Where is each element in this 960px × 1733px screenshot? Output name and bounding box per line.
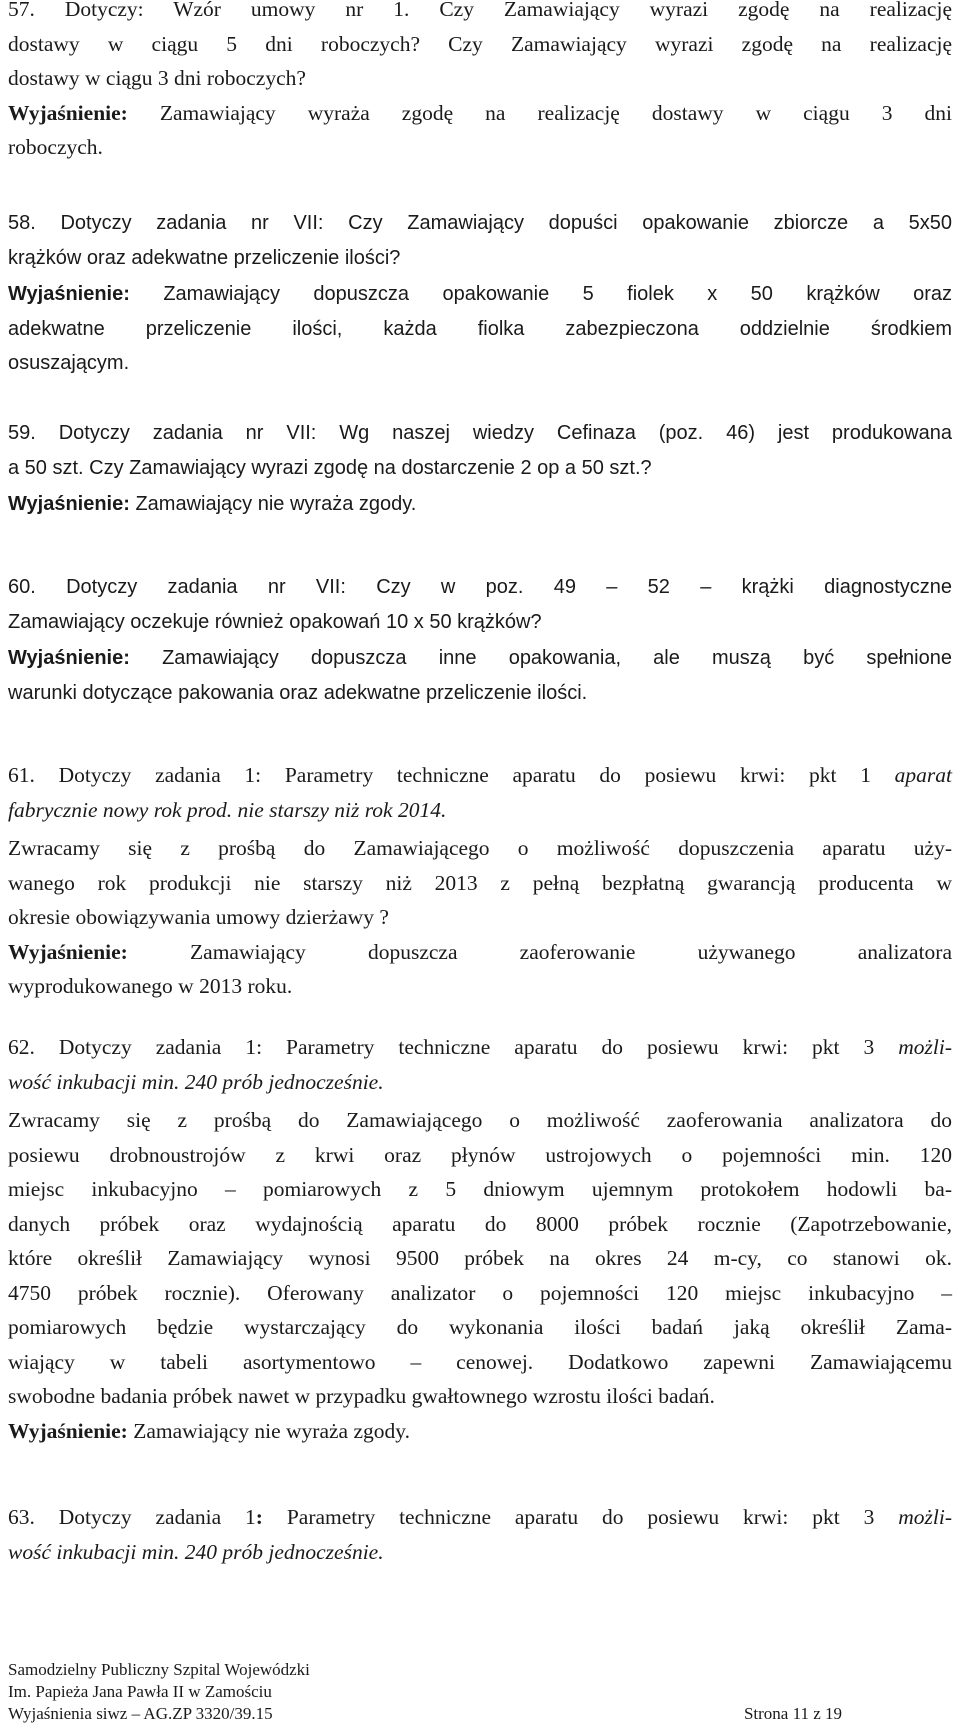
q62-line-2: wość inkubacji min. 240 prób jednocześnie.	[8, 1069, 384, 1094]
q58-answer-line-1	[8, 277, 952, 312]
q57-answer-text-1: Zamawiający wyraża zgodę na realizację dostawy w ciągu 3 dni	[127, 100, 952, 125]
q57-answer-line-1	[8, 96, 952, 131]
q59-line-1: 59. Dotyczy zadania nr VII: Wg naszej wiedzy Cefinaza (poz. 46) jest produkowana	[8, 422, 952, 444]
q57-line-2: dostawy w ciągu 5 dni roboczych? Czy Zamawiający wyrazi zgodę na realizację	[8, 31, 952, 56]
q63-colon: :	[255, 1505, 263, 1529]
answer-label: Wyjaśnienie:	[8, 647, 130, 669]
q63-line-2: wość inkubacji min. 240 prób jednocześnie.	[8, 1539, 384, 1564]
q63-text-post: Parametry techniczne aparatu do posiewu krwi: pkt 3	[262, 1505, 899, 1529]
q62-para-line-5: które określił Zamawiający wynosi 9500 próbek na okres 24 m-cy, co stanowi ok.	[8, 1246, 952, 1270]
answer-label: Wyjaśnienie:	[8, 939, 128, 964]
question-59	[8, 416, 952, 522]
q61-para-line-3: okresie obowiązywania umowy dzierżawy ?	[8, 905, 389, 929]
q62-line-1	[8, 1030, 952, 1065]
answer-label: Wyjaśnienie:	[8, 100, 128, 125]
q57-line-1: 57. Dotyczy: Wzór umowy nr 1. Czy Zamawiający wyrazi zgodę na realizację	[8, 0, 952, 21]
question-61	[8, 758, 952, 1004]
q61-answer-text-1: Zamawiający dopuszcza zaoferowanie używanego analizatora	[127, 939, 952, 964]
q62-para-line-7: pomiarowych będzie wystarczający do wykonania ilości badań jaką określił Zama-	[8, 1315, 952, 1339]
q60-answer-line-2: warunki dotyczące pakowania oraz adekwatne przeliczenie ilości.	[8, 681, 588, 704]
question-58	[8, 206, 952, 381]
q62-para-line-3: miejsc inkubacyjno – pomiarowych z 5 dniowym ujemnym protokołem hodowli ba-	[8, 1177, 952, 1201]
q62-para-line-8: wiający w tabeli asortymentowo – cenowej. Dodatkowo zapewni Zamawiającemu	[8, 1349, 952, 1374]
q61-italic-1: aparat	[894, 763, 952, 787]
answer-label: Wyjaśnienie:	[8, 493, 130, 515]
answer-label: Wyjaśnienie:	[8, 283, 130, 305]
q60-line-1: 60. Dotyczy zadania nr VII: Czy w poz. 49 – 52 – krążki diagnostyczne	[8, 576, 952, 598]
q59-line-2: a 50 szt. Czy Zamawiający wyrazi zgodę na dostarczenie 2 op a 50 szt.?	[8, 456, 652, 479]
q62-para-line-1: Zwracamy się z prośbą do Zamawiającego o możliwość zaoferowania analizatora do	[8, 1108, 952, 1132]
q62-para-line-6: 4750 próbek rocznie). Oferowany analizator o pojemności 120 miejsc inkubacyjno –	[8, 1280, 952, 1305]
q58-answer-line-3: osuszającym.	[8, 352, 130, 374]
q62-italic-1: możli-	[898, 1035, 952, 1059]
q62-para-line-4: danych próbek oraz wydajnością aparatu do 8000 próbek rocznie (Zapotrzebowanie,	[8, 1211, 952, 1236]
q57-answer-line-2: roboczych.	[8, 135, 103, 159]
q61-text-1: 61. Dotyczy zadania 1: Parametry techniczne aparatu do posiewu krwi: pkt 1	[8, 763, 895, 787]
q58-line-1: 58. Dotyczy zadania nr VII: Czy Zamawiający dopuści opakowanie zbiorcze a 5x50	[8, 212, 952, 234]
q61-answer-line-2: wyprodukowanego w 2013 roku.	[8, 974, 293, 998]
q61-line-1	[8, 758, 952, 793]
q63-text-pre: 63. Dotyczy zadania 1	[8, 1505, 256, 1529]
q61-line-2: fabrycznie nowy rok prod. nie starszy niż rok 2014.	[8, 797, 447, 822]
question-57	[8, 0, 952, 165]
answer-label: Wyjaśnienie:	[8, 1418, 128, 1443]
page-footer	[8, 1659, 952, 1725]
q62-answer-text-1: Zamawiający nie wyraża zgody.	[127, 1418, 410, 1443]
q63-italic-1: możli-	[898, 1505, 952, 1529]
q60-line-2: Zamawiający oczekuje również opakowań 10 x 50 krążków?	[8, 610, 542, 633]
footer-document-reference: Wyjaśnienia siwz – AG.ZP 3320/39.15	[8, 1704, 273, 1723]
q62-answer-line-1	[8, 1414, 952, 1449]
question-60	[8, 570, 952, 710]
footer-hospital-name: Samodzielny Publiczny Szpital Wojewódzki	[8, 1660, 310, 1679]
q59-answer-text-1: Zamawiający nie wyraża zgody.	[129, 493, 417, 515]
q61-answer-line-1	[8, 935, 952, 970]
q62-text-1: 62. Dotyczy zadania 1: Parametry techniczne aparatu do posiewu krwi: pkt 3	[8, 1035, 899, 1059]
q58-line-2: krążków oraz adekwatne przeliczenie ilości?	[8, 246, 401, 269]
q59-answer-line-1	[8, 487, 952, 522]
q58-answer-line-2: adekwatne przeliczenie ilości, każda fiolka zabezpieczona oddzielnie środkiem	[8, 317, 952, 340]
q58-answer-text-1: Zamawiający dopuszcza opakowanie 5 fiolek x 50 krążków oraz	[129, 283, 952, 305]
q57-line-3: dostawy w ciągu 3 dni roboczych?	[8, 66, 306, 90]
q61-para-line-2: wanego rok produkcji nie starszy niż 2013 z pełną bezpłatną gwarancją producenta w	[8, 870, 952, 895]
page-number: Strona 11 z 19	[743, 1704, 842, 1723]
q62-para-line-2: posiewu drobnoustrojów z krwi oraz płynów ustrojowych o pojemności min. 120	[8, 1142, 952, 1167]
q62-para-line-9: swobodne badania próbek nawet w przypadku gwałtownego wzrostu ilości badań.	[8, 1384, 715, 1408]
q61-para-line-1: Zwracamy się z prośbą do Zamawiającego o możliwość dopuszczenia aparatu uży-	[8, 836, 952, 860]
q60-answer-line-1	[8, 641, 952, 676]
question-62	[8, 1030, 952, 1448]
footer-hospital-patron: Im. Papieża Jana Pawła II w Zamościu	[8, 1682, 272, 1701]
question-63	[8, 1500, 952, 1569]
footer-bottom-row	[8, 1703, 952, 1725]
q60-answer-text-1: Zamawiający dopuszcza inne opakowania, ale muszą być spełnione	[129, 647, 952, 669]
q63-line-1	[8, 1500, 952, 1535]
